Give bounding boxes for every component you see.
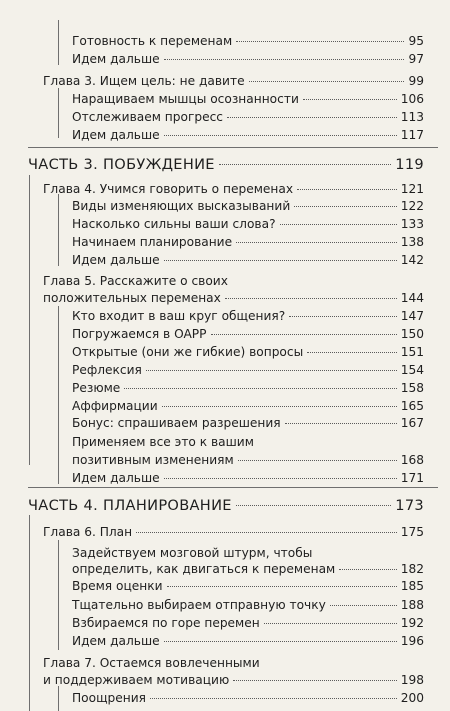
entry-page: 171 bbox=[400, 471, 424, 485]
toc-chapter-entry[interactable] bbox=[43, 291, 424, 306]
entry-page: 119 bbox=[395, 156, 424, 173]
toc-entry[interactable] bbox=[72, 416, 424, 431]
entry-page: 175 bbox=[400, 525, 424, 539]
dot-leader bbox=[146, 370, 397, 371]
dot-leader bbox=[150, 698, 397, 699]
entry-title: Идем дальше bbox=[72, 128, 160, 142]
entry-title: и поддерживаем мотивацию bbox=[43, 673, 230, 687]
toc-entry[interactable] bbox=[72, 399, 424, 414]
toc-entry[interactable] bbox=[72, 691, 424, 706]
toc-entry[interactable] bbox=[72, 217, 424, 232]
entry-page: 113 bbox=[400, 110, 424, 124]
toc-chapter-entry[interactable] bbox=[43, 673, 424, 688]
toc-entry[interactable] bbox=[72, 128, 424, 143]
entry-title: Идем дальше bbox=[72, 52, 160, 66]
dot-leader bbox=[236, 41, 404, 42]
dot-leader bbox=[164, 641, 397, 642]
entry-page: 158 bbox=[400, 381, 424, 395]
entry-page: 198 bbox=[400, 673, 424, 687]
dot-leader bbox=[136, 532, 397, 533]
toc-entry[interactable] bbox=[72, 253, 424, 268]
dot-leader bbox=[211, 334, 397, 335]
entry-page: 154 bbox=[400, 363, 424, 377]
dot-leader bbox=[233, 680, 397, 681]
entry-page: 142 bbox=[400, 253, 424, 267]
tree-line-ch2 bbox=[58, 20, 59, 65]
toc-entry[interactable] bbox=[72, 327, 424, 342]
toc-entry-line1 bbox=[72, 435, 424, 450]
dot-leader bbox=[124, 388, 396, 389]
dot-leader bbox=[264, 623, 397, 624]
entry-page: 151 bbox=[400, 345, 424, 359]
entry-page: 182 bbox=[400, 562, 424, 576]
toc-part-entry[interactable] bbox=[28, 497, 424, 515]
toc-chapter-line1 bbox=[43, 656, 424, 671]
entry-page: 121 bbox=[400, 182, 424, 196]
dot-leader bbox=[162, 406, 397, 407]
entry-title: Глава 3. Ищем цель: не давите bbox=[43, 74, 245, 88]
toc-chapter-entry[interactable] bbox=[43, 525, 424, 540]
dot-leader bbox=[307, 352, 397, 353]
dot-leader bbox=[339, 569, 396, 570]
entry-page: 117 bbox=[400, 128, 424, 142]
entry-title: Глава 6. План bbox=[43, 525, 133, 539]
dot-leader bbox=[303, 99, 397, 100]
dot-leader bbox=[167, 586, 397, 587]
tree-line-ch3 bbox=[58, 88, 59, 138]
dot-leader bbox=[280, 224, 397, 225]
entry-page: 147 bbox=[400, 309, 424, 323]
entry-title: Время оценки bbox=[72, 579, 163, 593]
entry-title: определить, как двигаться к переменам bbox=[72, 562, 336, 576]
dot-leader bbox=[164, 260, 397, 261]
entry-page: 144 bbox=[400, 291, 424, 305]
entry-title: Насколько сильны ваши слова? bbox=[72, 217, 276, 231]
entry-title: Идем дальше bbox=[72, 471, 160, 485]
entry-page: 173 bbox=[395, 497, 424, 514]
dot-leader bbox=[236, 242, 397, 243]
toc-entry[interactable] bbox=[72, 471, 424, 486]
toc-entry[interactable] bbox=[72, 110, 424, 125]
toc-entry[interactable] bbox=[72, 381, 424, 396]
dot-leader bbox=[297, 189, 397, 190]
tree-line-part4 bbox=[29, 515, 30, 711]
entry-title: Начинаем планирование bbox=[72, 235, 233, 249]
entry-page: 185 bbox=[400, 579, 424, 593]
entry-page: 167 bbox=[400, 416, 424, 430]
entry-title: Идем дальше bbox=[72, 634, 160, 648]
tree-line-ch6 bbox=[58, 540, 59, 650]
entry-page: 196 bbox=[400, 634, 424, 648]
toc-entry[interactable] bbox=[72, 616, 424, 631]
entry-title: Аффирмации bbox=[72, 399, 158, 413]
entry-title: Тщательно выбираем отправную точку bbox=[72, 598, 326, 612]
entry-title: Открытые (они же гибкие) вопросы bbox=[72, 345, 304, 359]
entry-page: 106 bbox=[400, 92, 424, 106]
entry-title: Готовность к переменам bbox=[72, 34, 233, 48]
dot-leader bbox=[294, 206, 396, 207]
dot-leader bbox=[236, 505, 391, 506]
entry-page: 200 bbox=[400, 691, 424, 705]
entry-title: позитивным изменениям bbox=[72, 453, 234, 467]
entry-page: 168 bbox=[400, 453, 424, 467]
entry-title-line1: Глава 5. Расскажите о своих bbox=[43, 274, 228, 288]
entry-page: 122 bbox=[400, 199, 424, 213]
entry-title: Рефлексия bbox=[72, 363, 142, 377]
entry-title: Кто входит в ваш круг общения? bbox=[72, 309, 286, 323]
entry-page: 150 bbox=[400, 327, 424, 341]
toc-entry[interactable] bbox=[72, 92, 424, 107]
toc-entry[interactable] bbox=[72, 579, 424, 594]
toc-entry[interactable] bbox=[72, 34, 424, 49]
entry-title: Бонус: спрашиваем разрешения bbox=[72, 416, 281, 430]
toc-chapter-entry[interactable] bbox=[43, 182, 424, 197]
entry-page: 95 bbox=[408, 34, 424, 48]
entry-title-line1: Применяем все это к вашим bbox=[72, 435, 254, 449]
entry-page: 188 bbox=[400, 598, 424, 612]
dot-leader bbox=[330, 605, 397, 606]
toc-entry[interactable] bbox=[72, 562, 424, 577]
entry-title: ЧАСТЬ 3. ПОБУЖДЕНИЕ bbox=[28, 156, 215, 173]
entry-page: 138 bbox=[400, 235, 424, 249]
dot-leader bbox=[227, 117, 397, 118]
toc-part-entry[interactable] bbox=[28, 156, 424, 174]
toc-chapter-entry[interactable] bbox=[43, 74, 424, 89]
dot-leader bbox=[164, 59, 405, 60]
section-divider-part3 bbox=[28, 147, 438, 148]
entry-title: Погружаемся в OAPP bbox=[72, 327, 207, 341]
dot-leader bbox=[285, 423, 397, 424]
entry-title-line1: Глава 7. Остаемся вовлеченными bbox=[43, 656, 260, 670]
toc-entry[interactable] bbox=[72, 345, 424, 360]
entry-title: Виды изменяющих высказываний bbox=[72, 199, 291, 213]
tree-line-part3 bbox=[29, 175, 30, 465]
dot-leader bbox=[219, 164, 391, 165]
toc-entry[interactable] bbox=[72, 598, 424, 613]
toc-entry[interactable] bbox=[72, 634, 424, 649]
entry-title: Наращиваем мышцы осознанности bbox=[72, 92, 299, 106]
dot-leader bbox=[164, 135, 397, 136]
toc-entry[interactable] bbox=[72, 199, 424, 214]
entry-page: 165 bbox=[400, 399, 424, 413]
dot-leader bbox=[249, 81, 405, 82]
tree-line-ch7 bbox=[58, 686, 59, 711]
toc-chapter-line1 bbox=[43, 274, 424, 289]
toc-entry[interactable] bbox=[72, 235, 424, 250]
section-divider-part4 bbox=[28, 487, 438, 488]
toc-entry[interactable] bbox=[72, 52, 424, 67]
entry-page: 99 bbox=[408, 74, 424, 88]
tree-line-ch5 bbox=[58, 306, 59, 484]
toc-entry[interactable] bbox=[72, 363, 424, 378]
entry-title: Резюме bbox=[72, 381, 121, 395]
toc-entry-line1 bbox=[72, 546, 424, 561]
dot-leader bbox=[164, 478, 397, 479]
toc-entry[interactable] bbox=[72, 453, 424, 468]
entry-title: Глава 4. Учимся говорить о переменах bbox=[43, 182, 294, 196]
entry-title: Поощрения bbox=[72, 691, 147, 705]
toc-entry[interactable] bbox=[72, 309, 424, 324]
entry-title: Отслеживаем прогресс bbox=[72, 110, 223, 124]
entry-title: Взбираемся по горе перемен bbox=[72, 616, 260, 630]
entry-page: 97 bbox=[408, 52, 424, 66]
entry-page: 192 bbox=[400, 616, 424, 630]
entry-title-line1: Задействуем мозговой штурм, чтобы bbox=[72, 546, 313, 560]
tree-line-ch4 bbox=[58, 194, 59, 266]
entry-page: 133 bbox=[400, 217, 424, 231]
entry-title: положительных переменах bbox=[43, 291, 221, 305]
entry-title: Идем дальше bbox=[72, 253, 160, 267]
entry-title: ЧАСТЬ 4. ПЛАНИРОВАНИЕ bbox=[28, 497, 232, 514]
dot-leader bbox=[289, 316, 397, 317]
dot-leader bbox=[225, 298, 397, 299]
dot-leader bbox=[238, 460, 397, 461]
